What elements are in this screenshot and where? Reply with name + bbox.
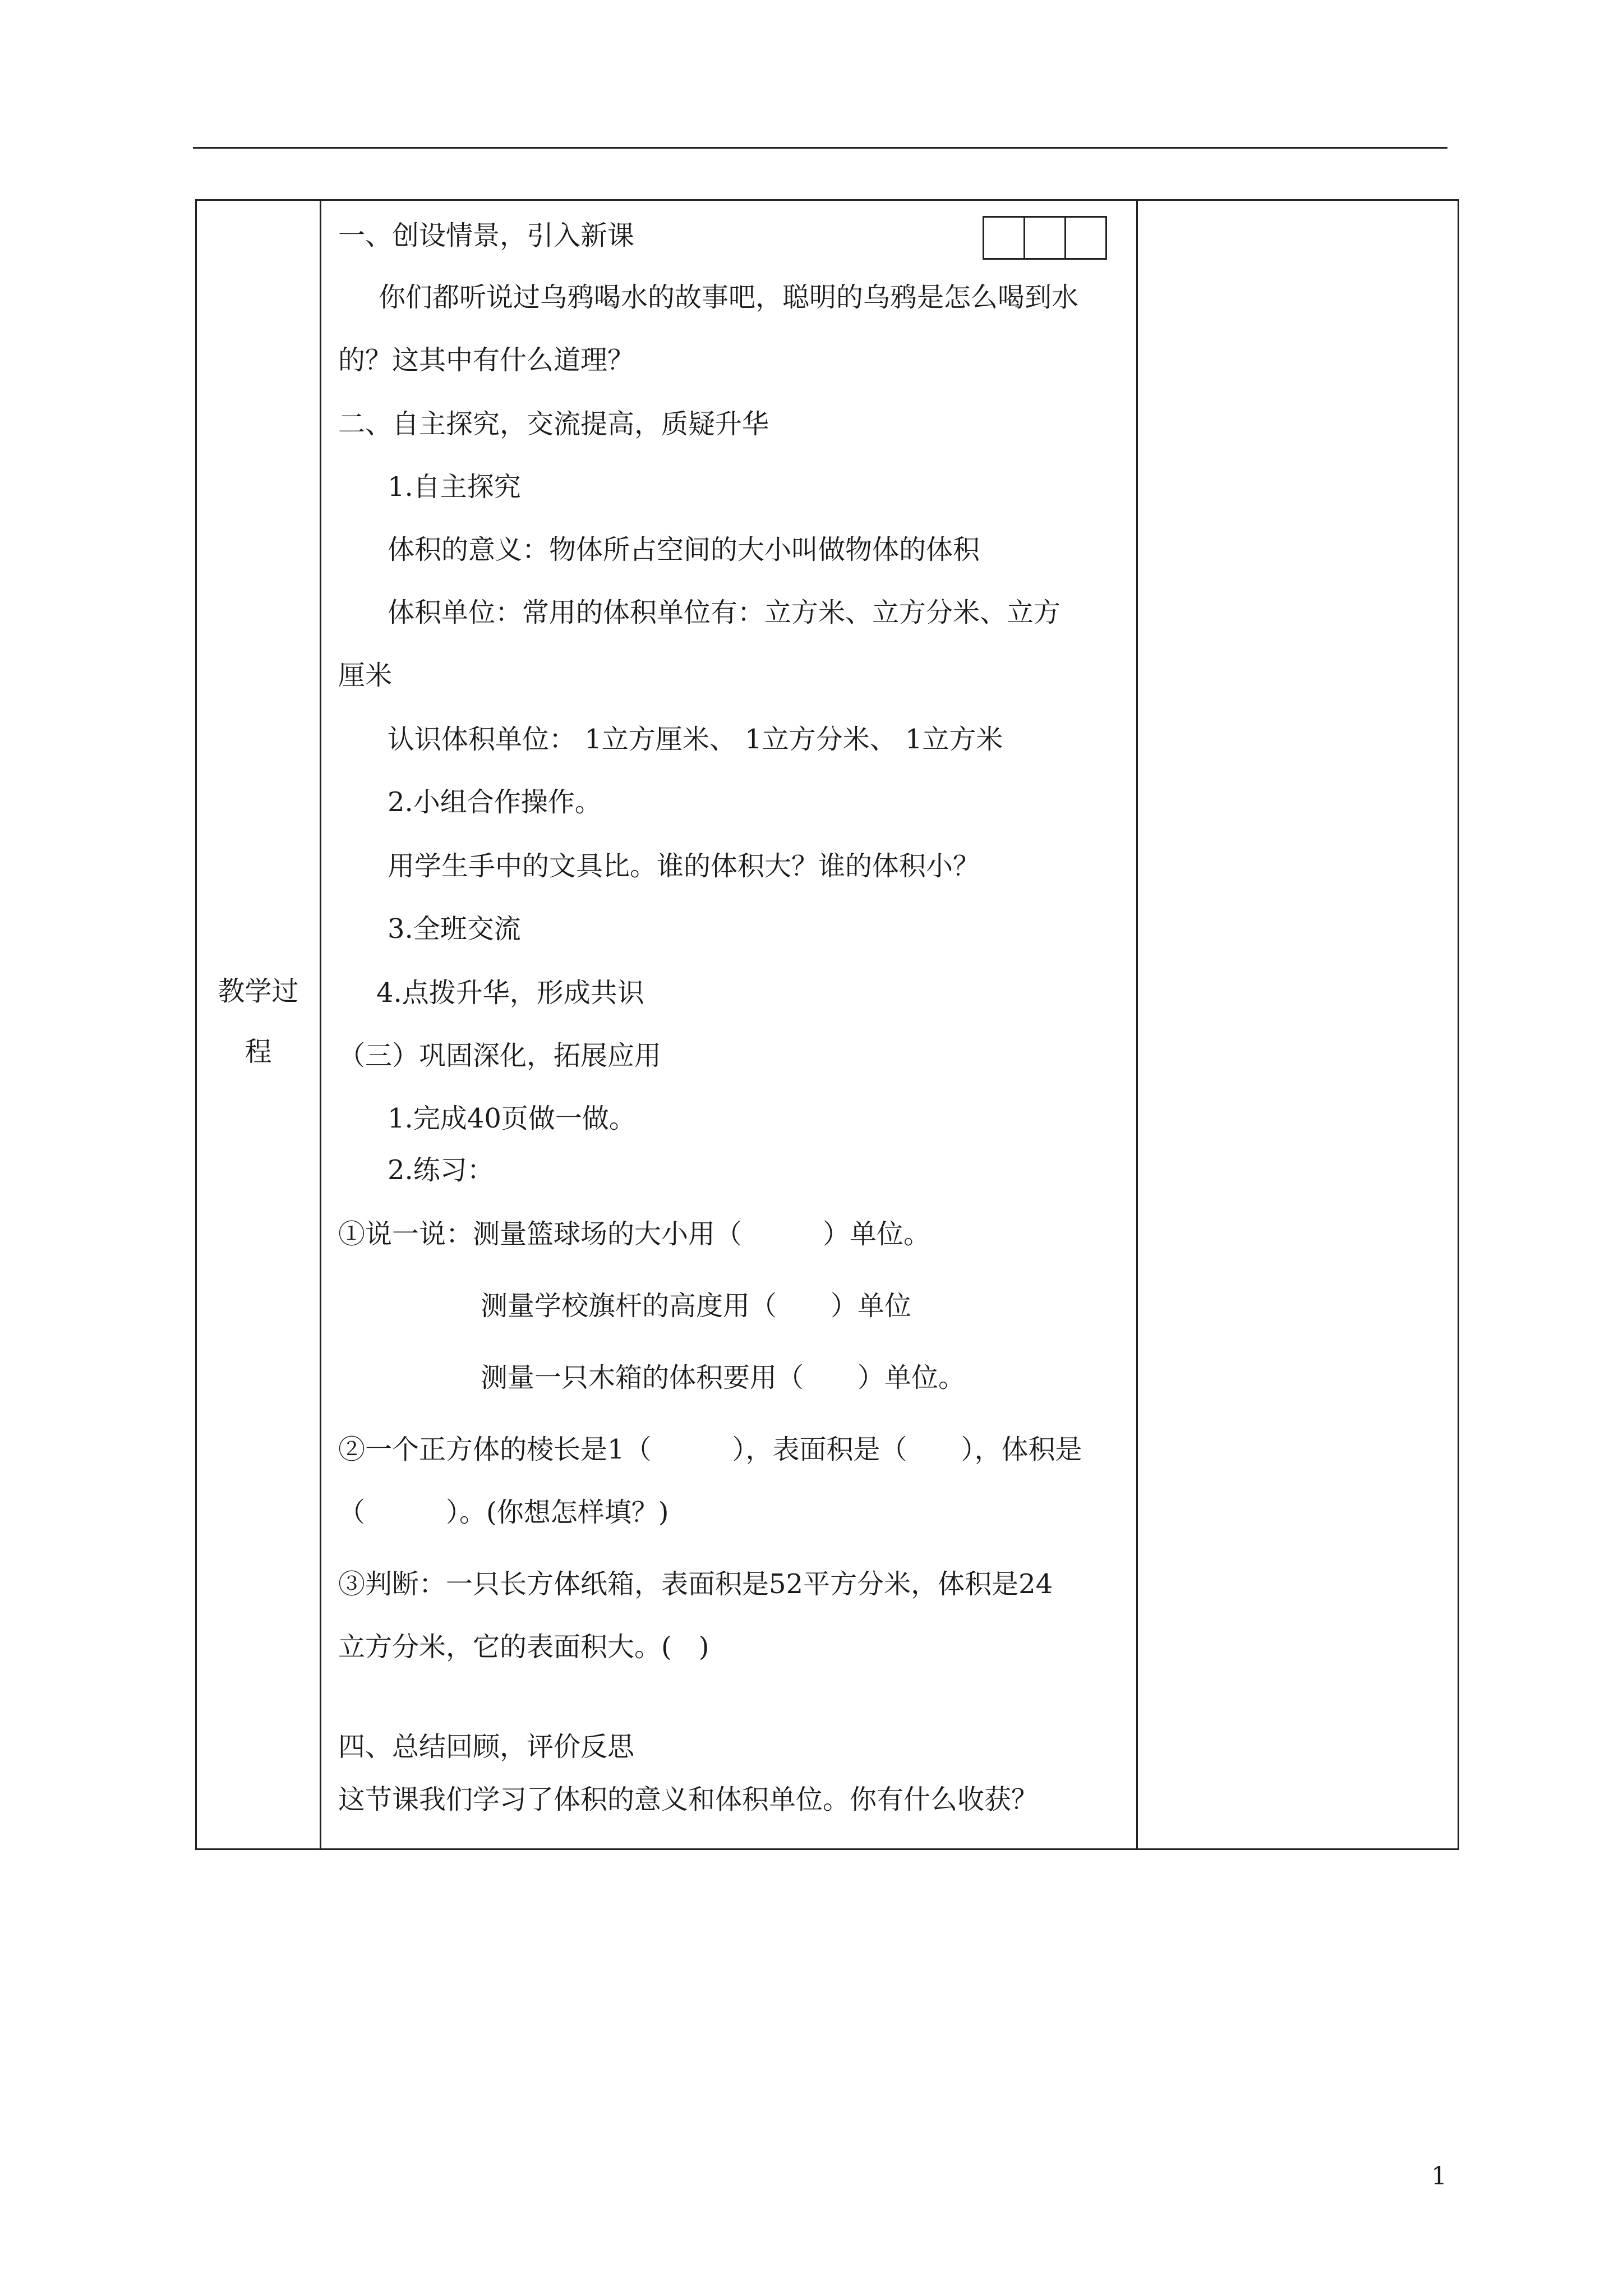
paragraph-line: 体积单位：常用的体积单位有：立方米、立方分米、立方 xyxy=(388,597,1061,628)
header-rule xyxy=(193,147,1447,149)
exercise-line: （ ）。(你想怎样填？) xyxy=(338,1497,669,1528)
paragraph-line: 体积的意义：物体所占空间的大小叫做物体的体积 xyxy=(388,534,980,565)
row-label-teaching-process xyxy=(197,961,320,1082)
lesson-table xyxy=(195,199,1459,1850)
subsection-heading: 2.小组合作操作。 xyxy=(388,786,602,818)
paragraph-line: 用学生手中的文具比。谁的体积大？谁的体积小？ xyxy=(388,850,980,882)
subsection-heading: 1.自主探究 xyxy=(388,471,521,503)
exercise-line: ②一个正方体的棱长是1（ ），表面积是（ ），体积是 xyxy=(338,1434,1082,1465)
subsection-heading: 2.练习： xyxy=(388,1154,494,1186)
section-heading: 二、自主探究，交流提高，质疑升华 xyxy=(338,408,769,440)
section-heading: 四、总结回顾，评价反思 xyxy=(338,1731,635,1763)
paragraph-line: 厘米 xyxy=(338,660,393,691)
subsection-heading: 4.点拨升华，形成共识 xyxy=(376,977,644,1009)
exercise-line: 测量学校旗杆的高度用（ ）单位 xyxy=(481,1290,912,1322)
row-label-line: 程 xyxy=(245,1036,272,1068)
row-label-line: 教学过 xyxy=(218,976,299,1007)
subsection-heading: 3.全班交流 xyxy=(388,913,521,945)
exercise-line: 立方分米，它的表面积大。( ) xyxy=(338,1631,709,1663)
page-number: 1 xyxy=(1431,2162,1447,2191)
column-divider xyxy=(320,201,321,1848)
paragraph-line: 的？这其中有什么道理？ xyxy=(338,344,635,376)
section-heading: （三）巩固深化，拓展应用 xyxy=(338,1040,662,1071)
subsection-heading: 1.完成40页做一做。 xyxy=(388,1103,636,1134)
paragraph-line: 认识体积单位： 1立方厘米、 1立方分米、 1立方米 xyxy=(388,724,1003,755)
paragraph-line: 这节课我们学习了体积的意义和体积单位。你有什么收获？ xyxy=(338,1784,1039,1815)
paragraph-line: 你们都听说过乌鸦喝水的故事吧，聪明的乌鸦是怎么喝到水 xyxy=(379,282,1079,313)
column-divider xyxy=(1136,201,1138,1848)
section-heading: 一、创设情景，引入新课 xyxy=(338,220,635,251)
lesson-content xyxy=(338,201,1129,1848)
exercise-line: ③判断：一只长方体纸箱，表面积是52平方分米，体积是24 xyxy=(338,1568,1053,1600)
exercise-line: ①说一说：测量篮球场的大小用（ ）单位。 xyxy=(338,1218,931,1250)
exercise-line: 测量一只木箱的体积要用（ ）单位。 xyxy=(481,1362,966,1393)
